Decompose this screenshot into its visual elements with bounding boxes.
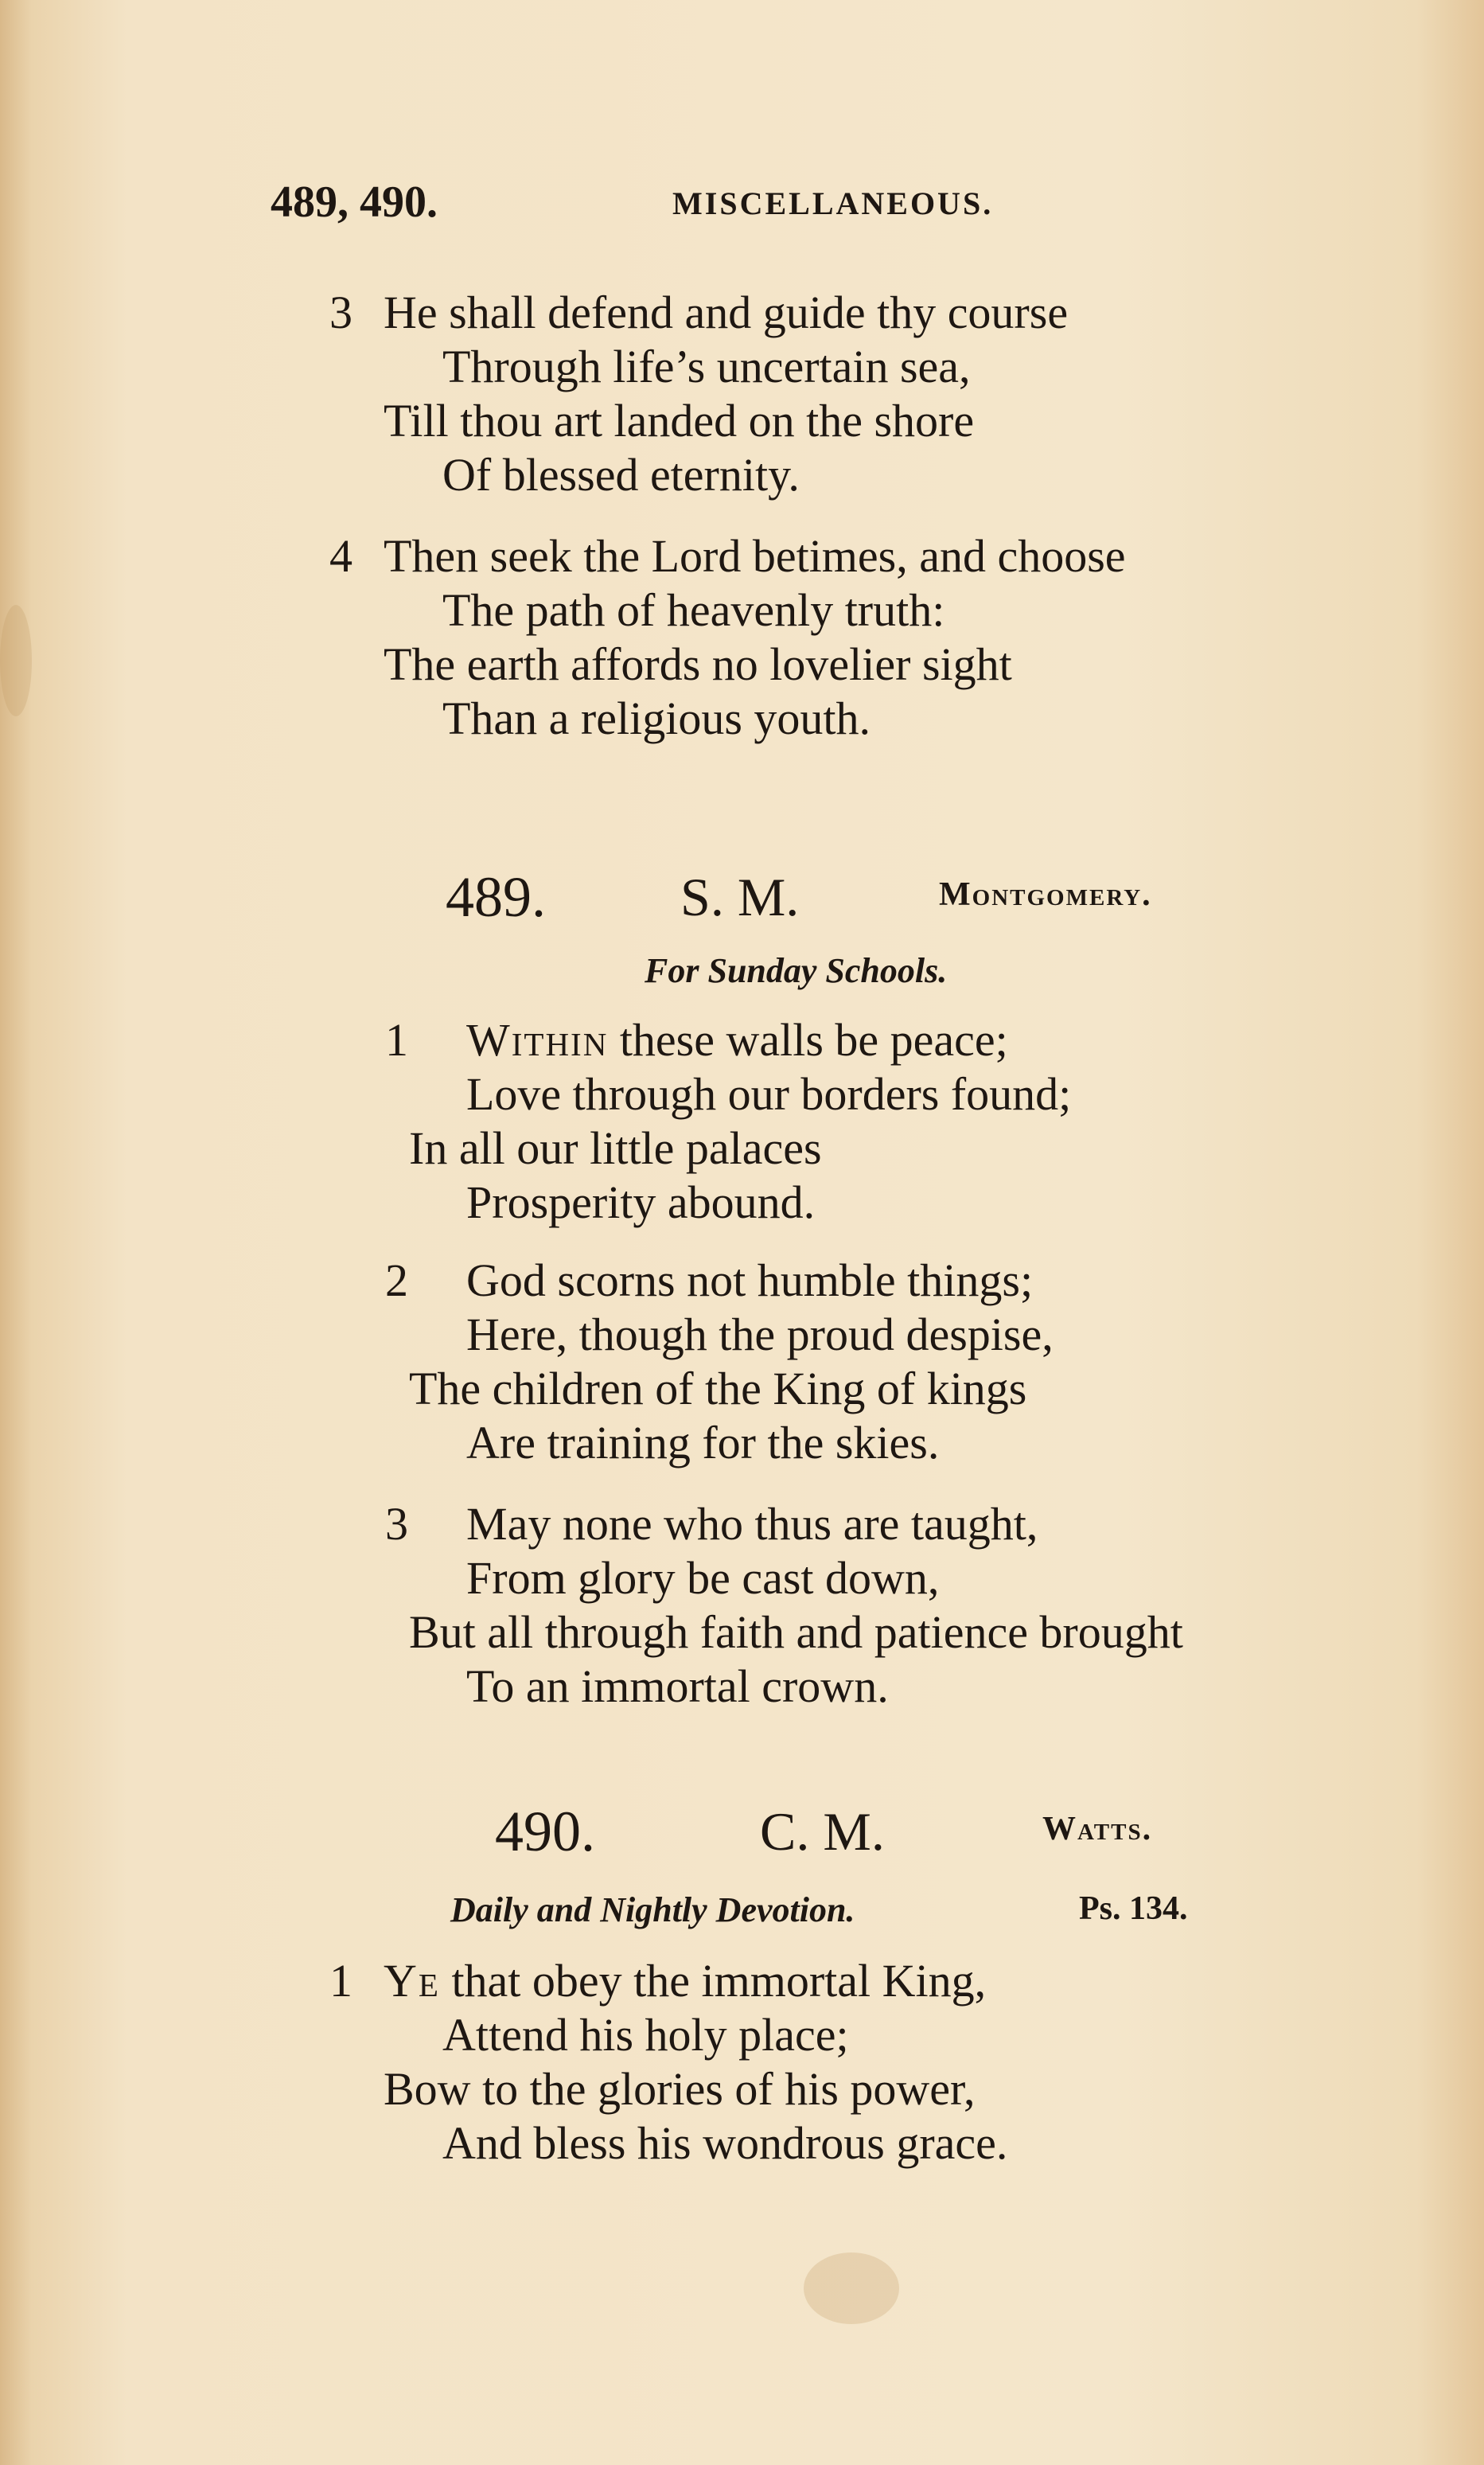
- verse-line: God scorns not humble things;: [466, 1254, 1034, 1306]
- hymn-number: 490.: [495, 1800, 595, 1863]
- hymn-meter: C. M.: [760, 1801, 885, 1862]
- hymn-subtitle: For Sunday Schools.: [645, 951, 948, 990]
- verse-line: To an immortal crown.: [466, 1660, 889, 1712]
- verse-line: Then seek the Lord betimes, and choose: [384, 530, 1126, 582]
- stanza-number: 1: [385, 1014, 408, 1066]
- verse-line: The path of heavenly truth:: [442, 584, 945, 636]
- verse-line: Till thou art landed on the shore: [384, 395, 975, 447]
- stanza-number: 3: [385, 1498, 408, 1550]
- verse-line: And bless his wondrous grace.: [442, 2117, 1008, 2169]
- stanza-number: 4: [329, 530, 352, 582]
- paper-stain: [804, 2252, 899, 2324]
- verse-text: these walls be peace;: [608, 1014, 1008, 1066]
- verse-line: Prosperity abound.: [466, 1176, 816, 1228]
- hymn-subtitle: Daily and Nightly Devotion.: [450, 1890, 855, 1929]
- hymn-meter: S. M.: [680, 867, 800, 927]
- stanza-number: 3: [329, 287, 352, 338]
- stanza-number: 2: [385, 1254, 408, 1306]
- hymn-author: Watts.: [1042, 1811, 1153, 1847]
- verse-line: But all through faith and patience brought: [409, 1606, 1183, 1658]
- page-numbers: 489, 490.: [271, 177, 438, 227]
- verse-line: Love through our borders found;: [466, 1068, 1072, 1120]
- verse-line: He shall defend and guide thy course: [384, 287, 1069, 338]
- verse-line: The children of the King of kings: [409, 1363, 1027, 1414]
- hymn-number: 489.: [446, 865, 546, 929]
- running-title: MISCELLANEOUS.: [672, 185, 994, 221]
- verse-text: that obey the immortal King,: [439, 1955, 987, 2007]
- stanza-number: 1: [329, 1955, 352, 2007]
- verse-line: Are training for the skies.: [466, 1417, 940, 1468]
- verse-line: [384, 1955, 987, 2007]
- opening-word: Within: [466, 1014, 609, 1066]
- scripture-reference: Ps. 134.: [1079, 1890, 1188, 1927]
- verse-line: Here, though the proud despise,: [466, 1309, 1054, 1360]
- verse-line: Bow to the glories of his power,: [384, 2063, 976, 2115]
- verse-line: In all our little palaces: [409, 1122, 822, 1174]
- verse-line: The earth affords no lovelier sight: [384, 638, 1012, 690]
- verse-line: May none who thus are taught,: [466, 1498, 1038, 1550]
- verse-line: From glory be cast down,: [466, 1552, 940, 1604]
- paper-stain: [0, 605, 32, 716]
- verse-line: [466, 1014, 1008, 1066]
- hymn-author: Montgomery.: [939, 876, 1152, 913]
- opening-word: Ye: [384, 1955, 440, 2007]
- verse-line: Attend his holy place;: [442, 2009, 849, 2061]
- verse-line: Than a religious youth.: [442, 692, 871, 744]
- verse-line: Through life’s uncertain sea,: [442, 341, 971, 392]
- verse-line: Of blessed eternity.: [442, 449, 800, 501]
